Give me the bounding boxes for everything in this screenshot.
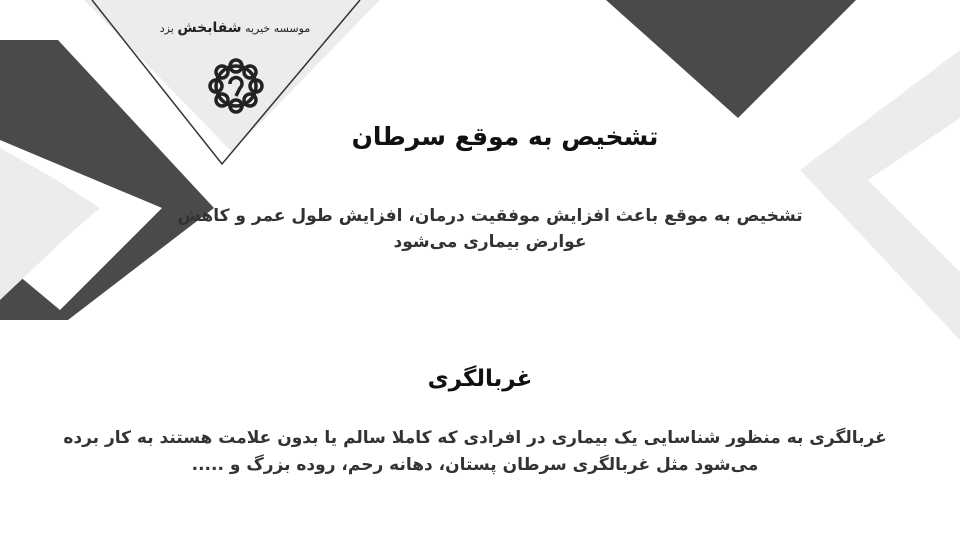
section2-title: غربالگری — [427, 366, 533, 392]
logo-brand: شفابخش — [177, 20, 242, 36]
section1-body: تشخیص به موقع باعث افزایش موفقیت درمان، افزایش طول عمر و کاهش عوارض بیماری می‌شود — [177, 206, 803, 252]
logo-prefix: موسسه خیریه — [245, 22, 311, 35]
dark-triangle-right — [606, 0, 856, 118]
logo-text — [140, 20, 330, 36]
logo — [140, 20, 330, 120]
decorative-knot-icon — [206, 56, 266, 116]
section2-body: غربالگری به منظور شناسایی یک بیماری در افرادی که کاملا سالم یا بدون علامت هستند به کار برده می‌شود مثل غربالگری سرطان پستان، دهانه رحم، روده بزرگ و ..... — [63, 428, 887, 475]
section1-title: تشخیص به موقع سرطان — [351, 122, 659, 151]
logo-city: یزد — [159, 22, 174, 35]
